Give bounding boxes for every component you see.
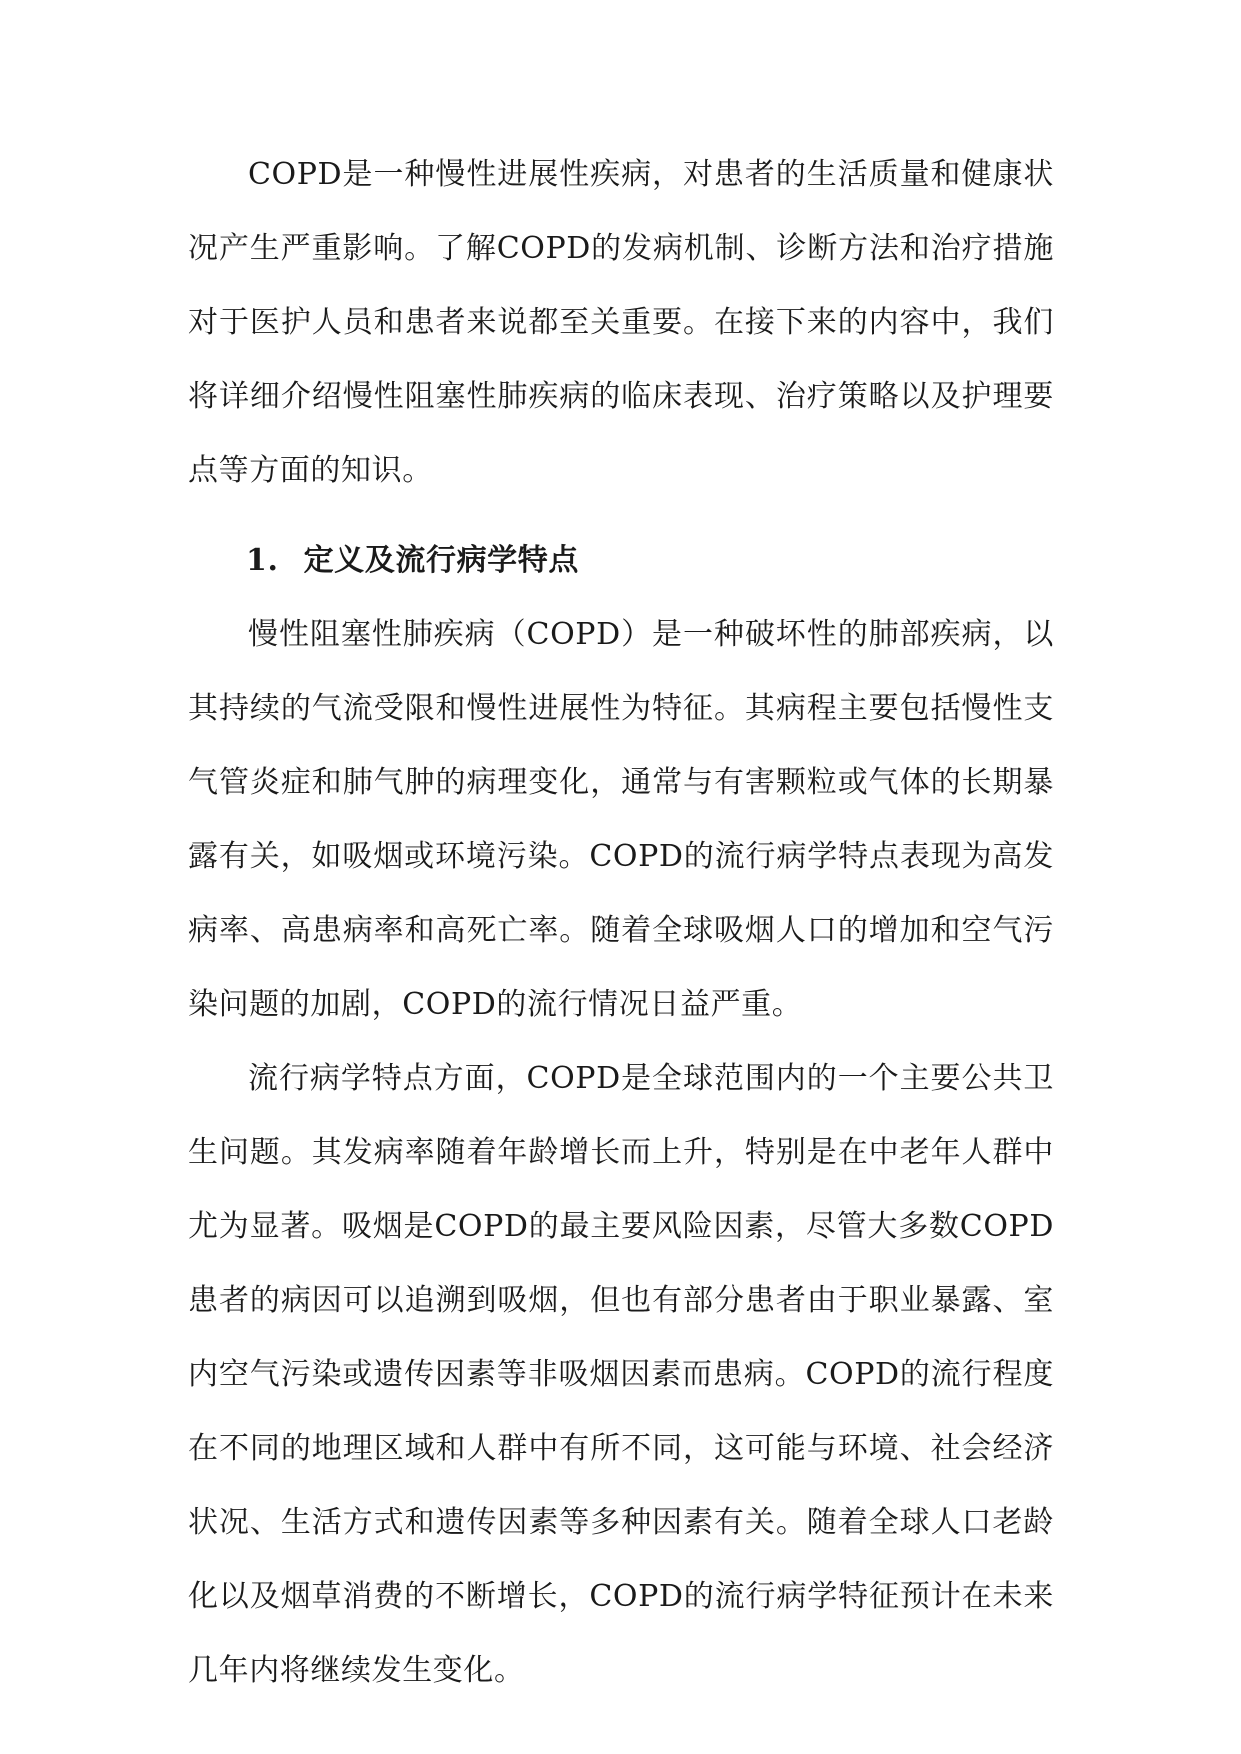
body-paragraph-1: 慢性阻塞性肺疾病（COPD）是一种破坏性的肺部疾病，以其持续的气流受限和慢性进展性为特征。其病程主要包括慢性支气管炎症和肺气肿的病理变化，通常与有害颗粒或气体的长期暴露有关，如吸烟或环境污染。COPD的流行病学特点表现为高发病率、高患病率和高死亡率。随着全球吸烟人口的增加和空气污染问题的加剧，COPD的流行情况日益严重。 (188, 617, 1054, 1022)
body-paragraph-2: 流行病学特点方面，COPD是全球范围内的一个主要公共卫生问题。其发病率随着年龄增长而上升，特别是在中老年人群中尤为显著。吸烟是COPD的最主要风险因素，尽管大多数COPD患者的病因可以追溯到吸烟，但也有部分患者由于职业暴露、室内空气污染或遗传因素等非吸烟因素而患病。COPD的流行程度在不同的地理区域和人群中有所不同，这可能与环境、社会经济状况、生活方式和遗传因素等多种因素有关。随着全球人口老龄化以及烟草消费的不断增长，COPD的流行病学特征预计在未来几年内将继续发生变化。 (188, 1061, 1054, 1688)
document-body (188, 138, 1054, 1708)
section-heading (188, 524, 1054, 598)
intro-paragraph: COPD是一种慢性进展性疾病，对患者的生活质量和健康状况产生严重影响。了解COPD的发病机制、诊断方法和治疗措施对于医护人员和患者来说都至关重要。在接下来的内容中，我们将详细介绍慢性阻塞性肺疾病的临床表现、治疗策略以及护理要点等方面的知识。 (188, 157, 1054, 488)
section-number: 1. (246, 543, 279, 578)
section-title: 定义及流行病学特点 (303, 543, 579, 578)
spacer (188, 508, 1054, 524)
